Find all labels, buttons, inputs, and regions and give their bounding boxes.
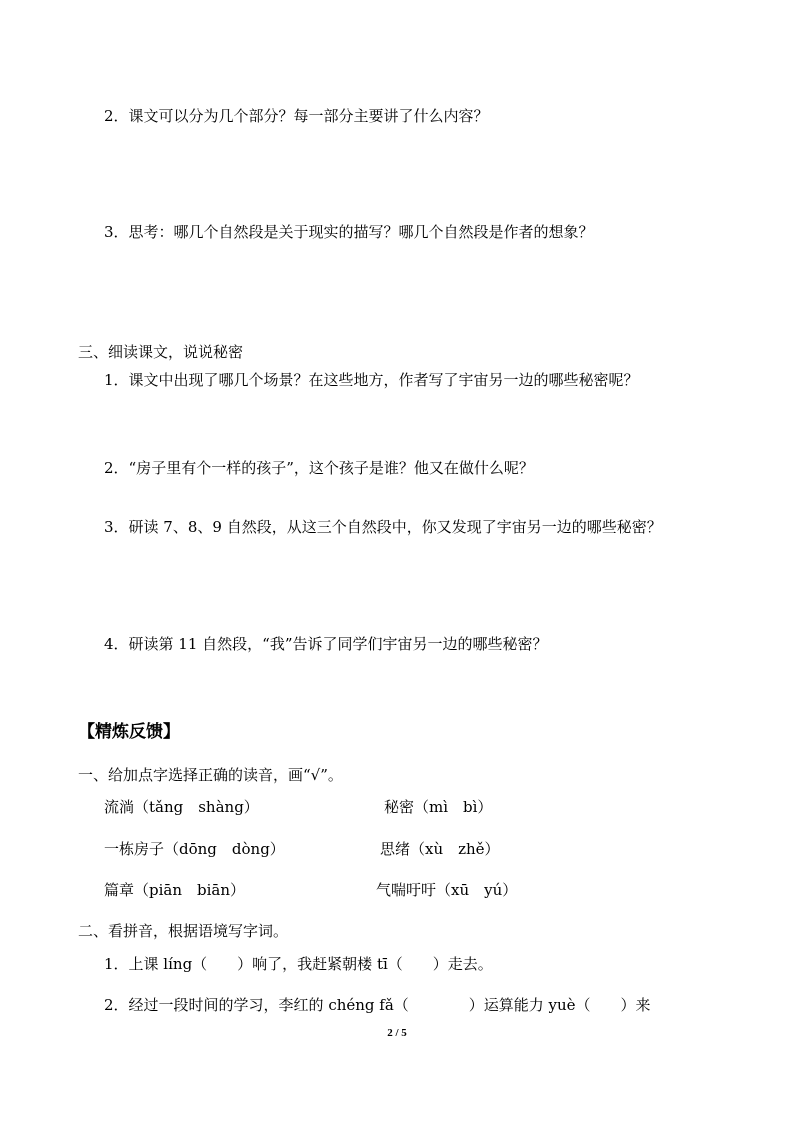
pinyin-option: 思绪（xù zhě） (380, 840, 500, 858)
pinyin-option: 一栋房子（dōng dòng） (104, 840, 285, 858)
practice-part2-item-2: 2．经过一段时间的学习，李红的 chéng fǎ（ ）运算能力 yuè（ ）来 (104, 996, 651, 1014)
pinyin-option: 篇章（piān biān） (104, 881, 246, 899)
section-3-item-4: 4．研读第 11 自然段，“我”告诉了同学们宇宙另一边的哪些秘密？ (104, 635, 548, 653)
practice-part2-heading: 二、看拼音，根据语境写字词。 (78, 922, 289, 940)
question-2-parts: 2．课文可以分为几个部分？每一部分主要讲了什么内容？ (104, 107, 489, 125)
practice-part1-heading: 一、给加点字选择正确的读音，画“√”。 (78, 766, 343, 784)
pinyin-option: 气喘吁吁（xū yú） (376, 881, 518, 899)
pinyin-option: 流淌（tǎng shàng） (104, 798, 259, 816)
section-3-heading: 三、细读课文，说说秘密 (78, 343, 244, 361)
page-number: 2 / 5 (387, 1027, 407, 1039)
section-3-item-2: 2．“房子里有个一样的孩子”，这个孩子是谁？他又在做什么呢？ (104, 459, 534, 477)
section-3-item-1: 1．课文中出现了哪几个场景？在这些地方，作者写了宇宙另一边的哪些秘密呢？ (104, 371, 639, 389)
question-3-think: 3．思考：哪几个自然段是关于现实的描写？哪几个自然段是作者的想象？ (104, 223, 594, 241)
pinyin-option: 秘密（mì bì） (384, 798, 493, 816)
practice-title: 【精炼反馈】 (78, 722, 180, 742)
section-3-item-3: 3．研读 7、8、9 自然段，从这三个自然段中，你又发现了宇宙另一边的哪些秘密？ (104, 518, 662, 536)
practice-part2-item-1: 1．上课 líng（ ）响了，我赶紧朝楼 tī（ ）走去。 (104, 955, 493, 973)
